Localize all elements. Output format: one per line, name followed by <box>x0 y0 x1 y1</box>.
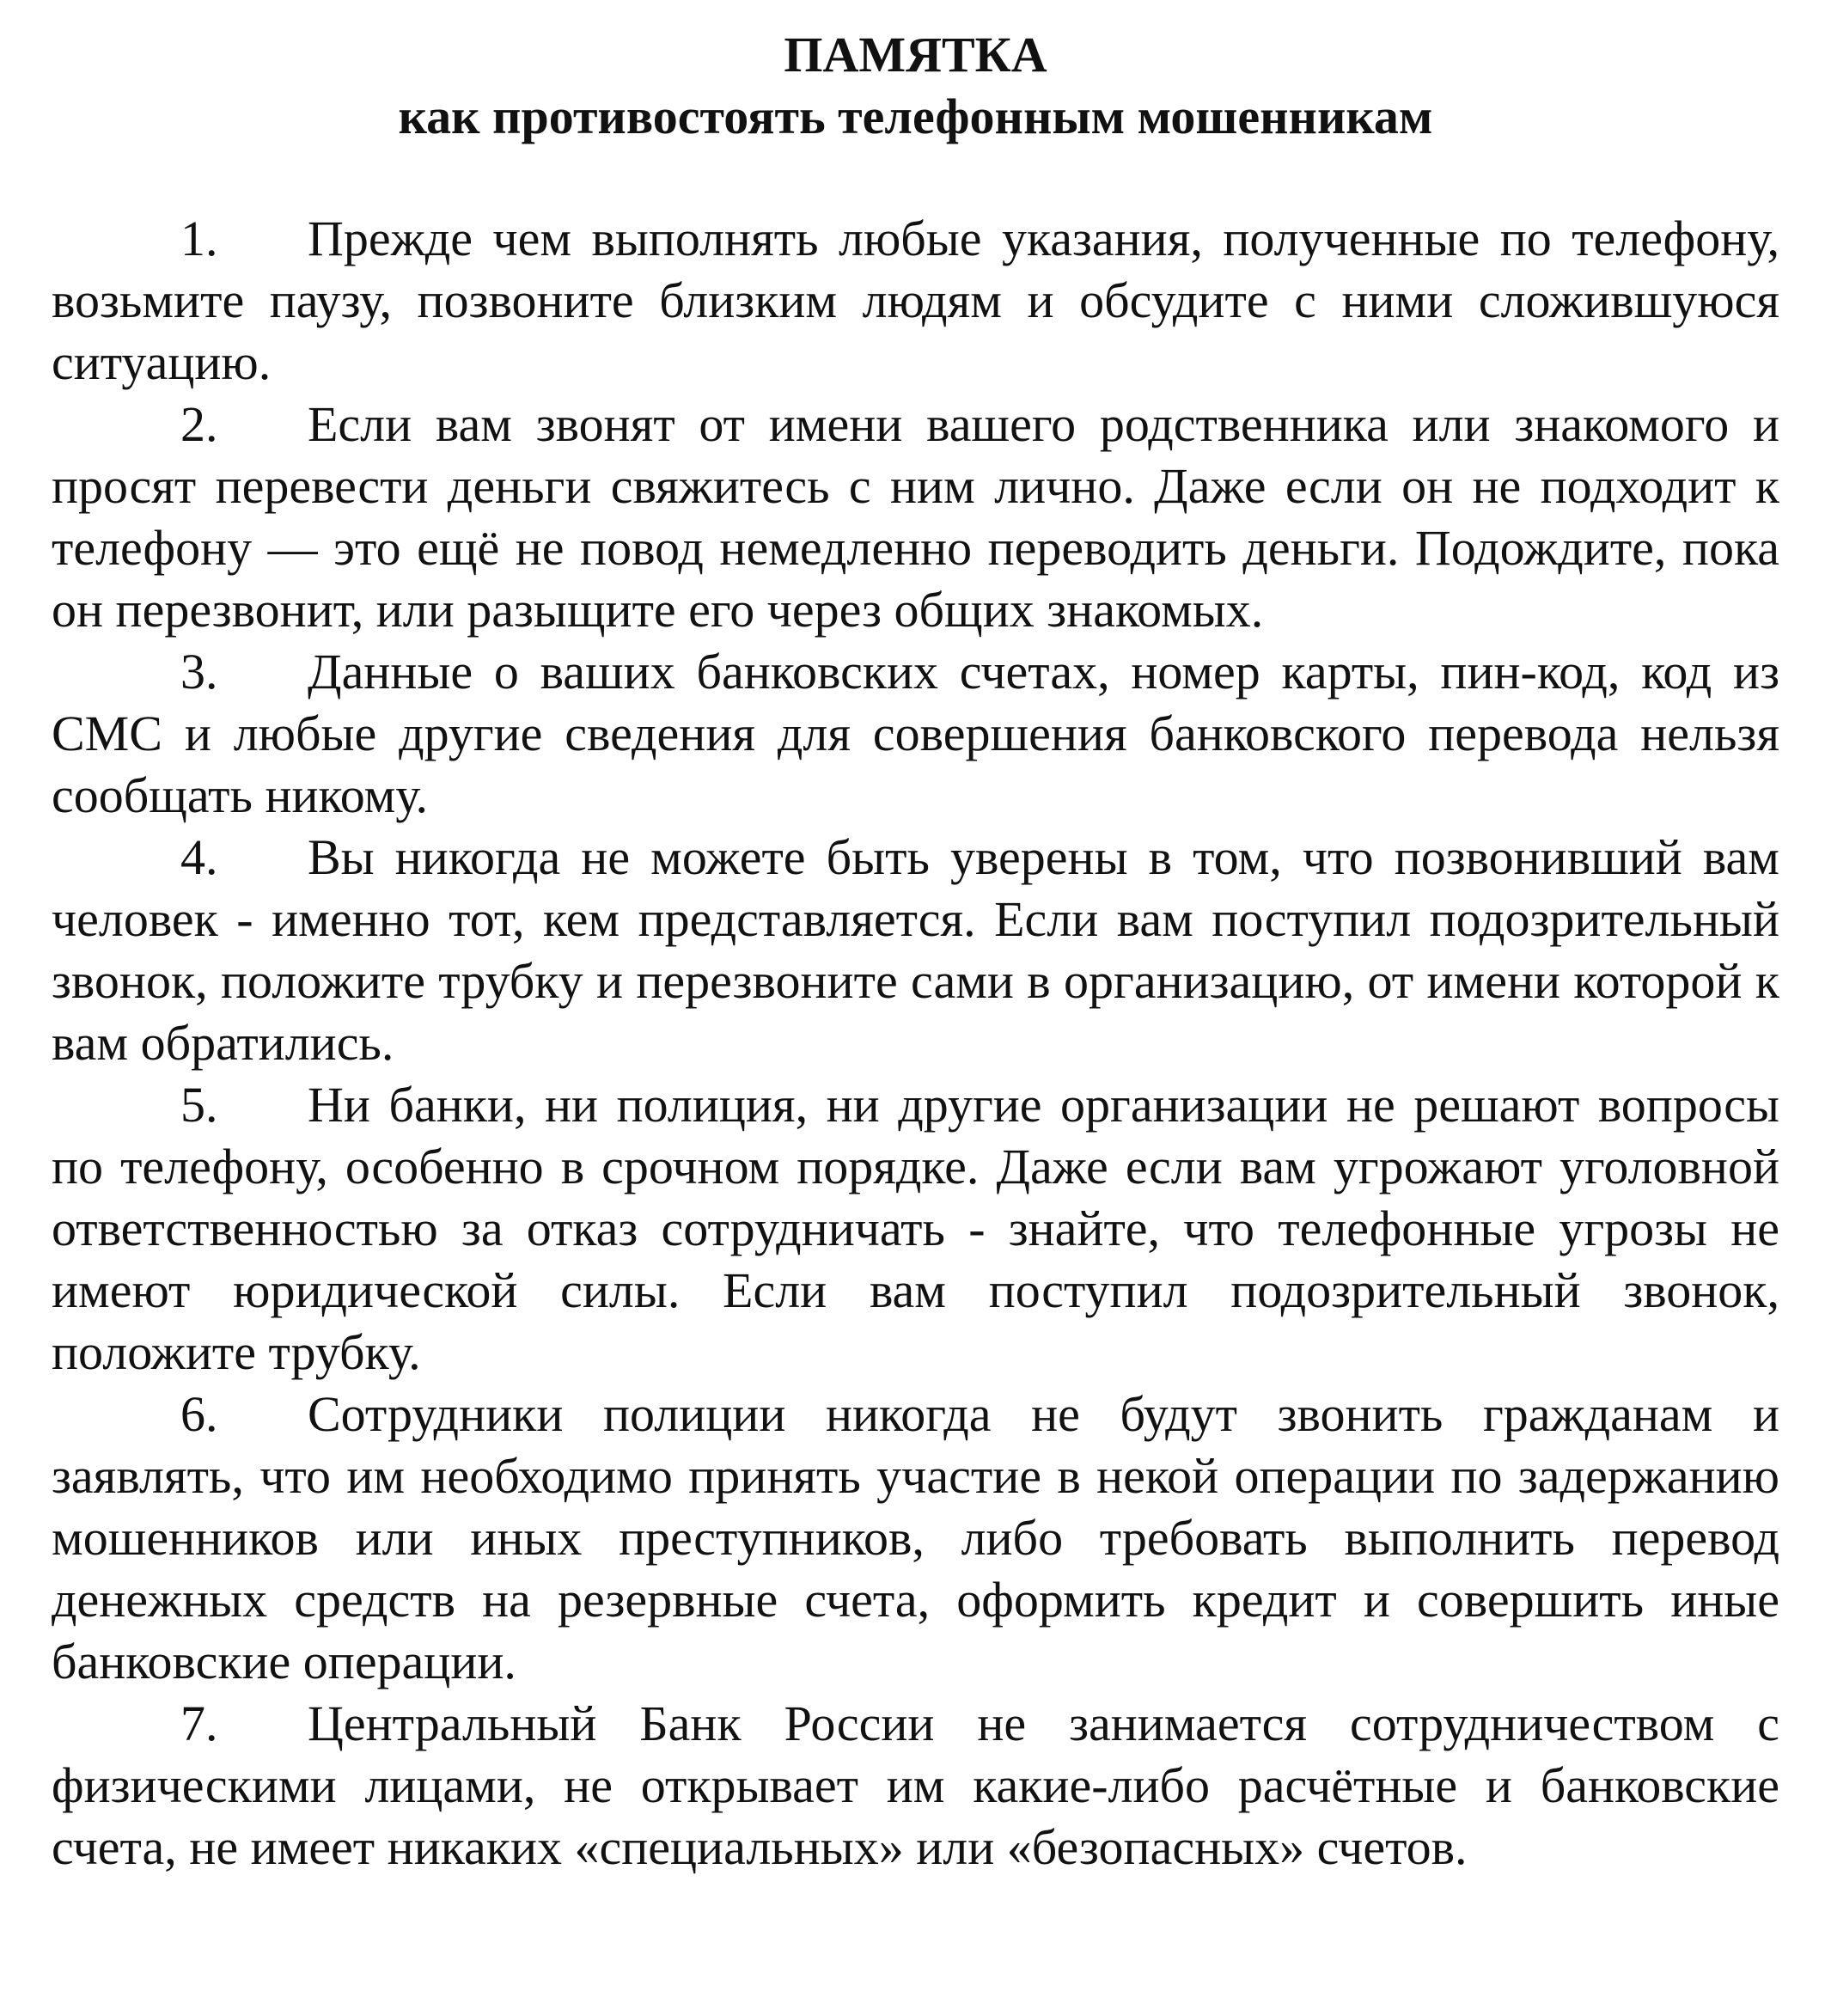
memo-item-text: Центральный Банк России не занимается сотрудничеством с физическими лицами, не открывает им какие-либо расчётные и банковские счета, не имеет никаких «специальных» или «безопасных» счетов. <box>52 1695 1779 1875</box>
memo-list <box>52 208 1779 1879</box>
memo-item <box>52 1074 1779 1384</box>
memo-item-number: 5. <box>180 1077 218 1133</box>
document-title: ПАМЯТКА <box>784 27 1047 82</box>
memo-item-text: Ни банки, ни полиция, ни другие организации не решают вопросы по телефону, особенно в срочном порядке. Даже если вам угрожают уголовной ответственностью за отказ сотрудничать - знайте, что телефонные угрозы не имеют юридической силы. Если вам поступил подозрительный звонок, положите трубку. <box>52 1077 1779 1380</box>
memo-item-number: 4. <box>180 829 218 885</box>
memo-item-text: Вы никогда не можете быть уверены в том, что позвонивший вам человек - именно тот, кем представляется. Если вам поступил подозрительный звонок, положите трубку и перезвоните сами в организацию, от имени которой к вам обратились. <box>52 829 1779 1071</box>
memo-item-text: Сотрудники полиции никогда не будут звонить гражданам и заявлять, что им необходимо принять участие в некой операции по задержанию мошенников или иных преступников, либо требовать выполнить перевод денежных средств на резервные счета, оформить кредит и совершить иные банковские операции. <box>52 1386 1779 1689</box>
memo-item <box>52 394 1779 641</box>
memo-item-number: 6. <box>180 1386 218 1442</box>
memo-item <box>52 641 1779 827</box>
memo-item-number: 2. <box>180 396 218 452</box>
memo-item-number: 3. <box>180 644 218 699</box>
memo-item <box>52 827 1779 1074</box>
memo-item <box>52 208 1779 394</box>
memo-item-text: Прежде чем выполнять любые указания, полученные по телефону, возьмите паузу, позвоните близким людям и обсудите с ними сложившуюся ситуацию. <box>52 211 1779 390</box>
memo-item-number: 1. <box>180 211 218 266</box>
memo-item-text: Данные о ваших банковских счетах, номер карты, пин-код, код из СМС и любые другие сведения для совершения банковского перевода нельзя сообщать никому. <box>52 644 1779 823</box>
document-page <box>52 24 1779 1879</box>
memo-item <box>52 1693 1779 1879</box>
memo-item-text: Если вам звонят от имени вашего родственника или знакомого и просят перевести деньги свяжитесь с ним лично. Даже если он не подходит к телефону — это ещё не повод немедленно переводить деньги. Подождите, пока он перезвонит, или разыщите его через общих знакомых. <box>52 396 1779 638</box>
memo-item <box>52 1384 1779 1693</box>
document-subtitle: как противостоять телефонным мошенникам <box>398 89 1433 144</box>
memo-item-number: 7. <box>180 1695 218 1751</box>
